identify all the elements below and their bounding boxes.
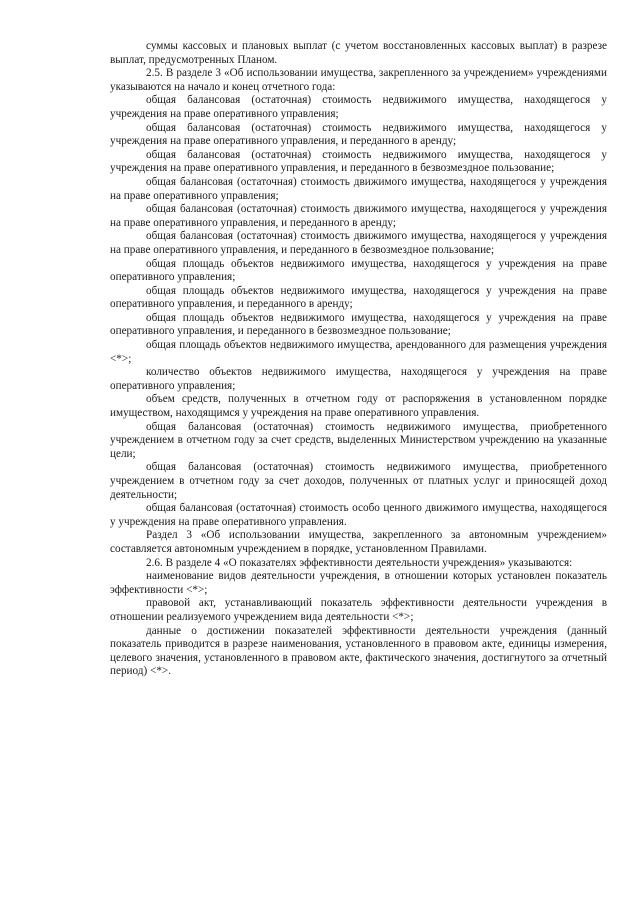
paragraph-item: количество объектов недвижимого имущества, находящегося у учреждения на праве оперативного управления; [110,366,607,392]
paragraph-item: наименование видов деятельности учреждения, в отношении которых установлен показатель эффективности <*>; [110,570,607,596]
paragraph-item: общая балансовая (остаточная) стоимость недвижимого имущества, находящегося у учреждения на праве оперативного управления; [110,94,607,120]
paragraph-cash-payments: суммы кассовых и плановых выплат (с учетом восстановленных кассовых выплат) в разрезе выплат, предусмотренных Планом. [110,40,607,66]
paragraph-item: данные о достижении показателей эффективности деятельности учреждения (данный показатель приводится в разрезе наименования, установленного в правовом акте, единицы измерения, целевого значения, установленного в правовом акте, фактического значения, достигнутого за отчетный период) <*>. [110,624,607,678]
paragraph-item: общая балансовая (остаточная) стоимость недвижимого имущества, находящегося у учреждения на праве оперативного управления, и переданного в аренду; [110,121,607,148]
document-page [110,40,607,679]
paragraph-section-2-6: 2.6. В разделе 4 «О показателях эффективности деятельности учреждения» указываются: [146,556,573,569]
paragraph-item: общая площадь объектов недвижимого имущества, арендованного для размещения учреждения <*>; [110,339,607,365]
paragraph-item: общая площадь объектов недвижимого имущества, находящегося у учреждения на праве оперативного управления, и переданного в аренду; [110,284,607,311]
paragraph-section-2-5: 2.5. В разделе 3 «Об использовании имущества, закрепленного за учреждением» учреждениями указываются на начало и конец отчетного года: [110,67,607,93]
paragraph-item: общая балансовая (остаточная) стоимость особо ценного движимого имущества, находящегося у учреждения на праве оперативного управления. [110,502,607,528]
paragraph-item: объем средств, полученных в отчетном году от распоряжения в установленном порядке имуществом, находящимся у учреждения на праве оперативного управления. [110,393,607,420]
paragraph-item: общая балансовая (остаточная) стоимость недвижимого имущества, находящегося у учреждения на праве оперативного управления, и переданного в безвозмездное пользование; [110,148,607,175]
paragraph-item: правовой акт, устанавливающий показатель эффективности деятельности учреждения в отношении реализуемого учреждением вида деятельности <*>; [110,597,607,623]
paragraph-item: общая балансовая (остаточная) стоимость движимого имущества, находящегося у учреждения на праве оперативного управления, и переданного в аренду; [110,203,607,229]
paragraph-item: общая площадь объектов недвижимого имущества, находящегося у учреждения на праве оперативного управления, и переданного в безвозмездное пользование; [110,311,607,338]
paragraph-autonomous-section: Раздел 3 «Об использовании имущества, закрепленного за автономным учреждением» составляется автономным учреждением в порядке, установленном Правилами. [110,529,607,555]
paragraph-item: общая площадь объектов недвижимого имущества, находящегося у учреждения на праве оперативного управления; [110,257,607,284]
paragraph-item: общая балансовая (остаточная) стоимость движимого имущества, находящегося у учреждения на праве оперативного управления, и переданного в безвозмездное пользование; [110,230,607,256]
paragraph-item: общая балансовая (остаточная) стоимость движимого имущества, находящегося у учреждения на праве оперативного управления; [110,175,607,202]
paragraph-item: общая балансовая (остаточная) стоимость недвижимого имущества, приобретенного учреждением в отчетном году за счет средств, выделенных Министерством учреждению на указанные цели; [110,420,607,460]
paragraph-item: общая балансовая (остаточная) стоимость недвижимого имущества, приобретенного учреждением в отчетном году за счет доходов, полученных от платных услуг и приносящей доход деятельности; [110,461,607,501]
